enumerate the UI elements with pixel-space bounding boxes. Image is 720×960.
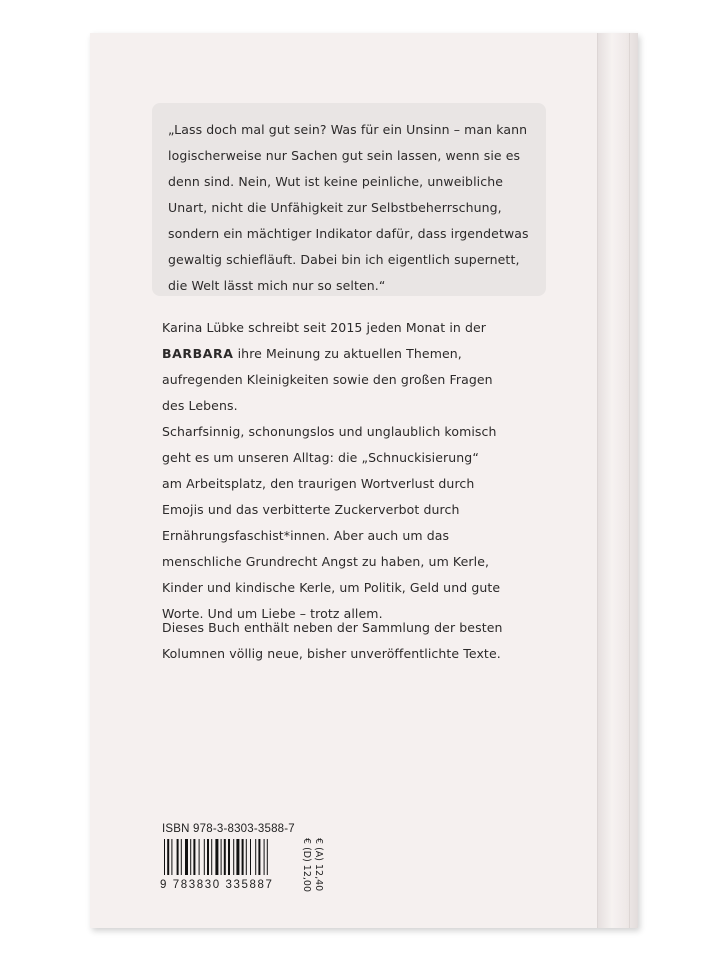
barcode-digits: 9 783830 335887 xyxy=(160,879,274,891)
description-line: Ernährungsfaschist*innen. Aber auch um das xyxy=(162,528,450,543)
intro-line: Karina Lübke schreibt seit 2015 jeden Monat in der xyxy=(162,320,487,335)
spine-edge xyxy=(629,33,630,928)
description-line: Scharfsinnig, schonungslos und unglaublich komisch xyxy=(162,424,497,439)
description-line: geht es um unseren Alltag: die „Schnuckisierung“ xyxy=(162,450,479,465)
quote-line: sondern ein mächtiger Indikator dafür, dass irgendetwas xyxy=(168,226,529,241)
intro-line: aufregenden Kleinigkeiten sowie den großen Fragen xyxy=(162,372,493,387)
quote-line: gewaltig schiefläuft. Dabei bin ich eigentlich supernett, xyxy=(168,252,520,267)
description-line: menschliche Grundrecht Angst zu haben, um Kerle, xyxy=(162,554,490,569)
quote-line: „Lass doch mal gut sein? Was für ein Unsinn – man kann xyxy=(168,122,528,137)
closing-line: Kolumnen völlig neue, bisher unveröffentlichte Texte. xyxy=(162,646,501,661)
quote-line: Unart, nicht die Unfähigkeit zur Selbstbeherrschung, xyxy=(168,200,502,215)
quote-box xyxy=(152,103,546,296)
brand-name: BARBARA xyxy=(162,346,234,361)
book-back-cover xyxy=(90,33,638,928)
description-line: Kinder und kindische Kerle, um Politik, Geld und gute xyxy=(162,580,501,595)
price-germany: € (D) 12,00 xyxy=(301,838,312,893)
description-line: Worte. Und um Liebe – trotz allem. xyxy=(162,606,383,621)
intro-line: des Lebens. xyxy=(162,398,238,413)
intro-line xyxy=(162,341,552,367)
description-line: am Arbeitsplatz, den traurigen Wortverlust durch xyxy=(162,476,475,491)
description-line: Emojis und das verbitterte Zuckerverbot durch xyxy=(162,502,460,517)
description-paragraph xyxy=(162,419,552,627)
barcode-image xyxy=(164,839,294,875)
quote-line: die Welt lässt mich nur so selten.“ xyxy=(168,278,386,293)
intro-line-rest: ihre Meinung zu aktuellen Themen, xyxy=(233,346,462,361)
closing-paragraph xyxy=(162,615,552,667)
closing-line: Dieses Buch enthält neben der Sammlung der besten xyxy=(162,620,503,635)
price-block xyxy=(298,838,334,893)
price-austria: € (A) 12,40 xyxy=(313,838,324,892)
isbn-number: ISBN 978-3-8303-3588-7 xyxy=(162,823,295,835)
quote-text xyxy=(168,117,540,299)
book-spine xyxy=(597,33,638,928)
intro-paragraph xyxy=(162,315,552,419)
quote-line: denn sind. Nein, Wut ist keine peinliche, unweibliche xyxy=(168,174,504,189)
quote-line: logischerweise nur Sachen gut sein lassen, wenn sie es xyxy=(168,148,521,163)
